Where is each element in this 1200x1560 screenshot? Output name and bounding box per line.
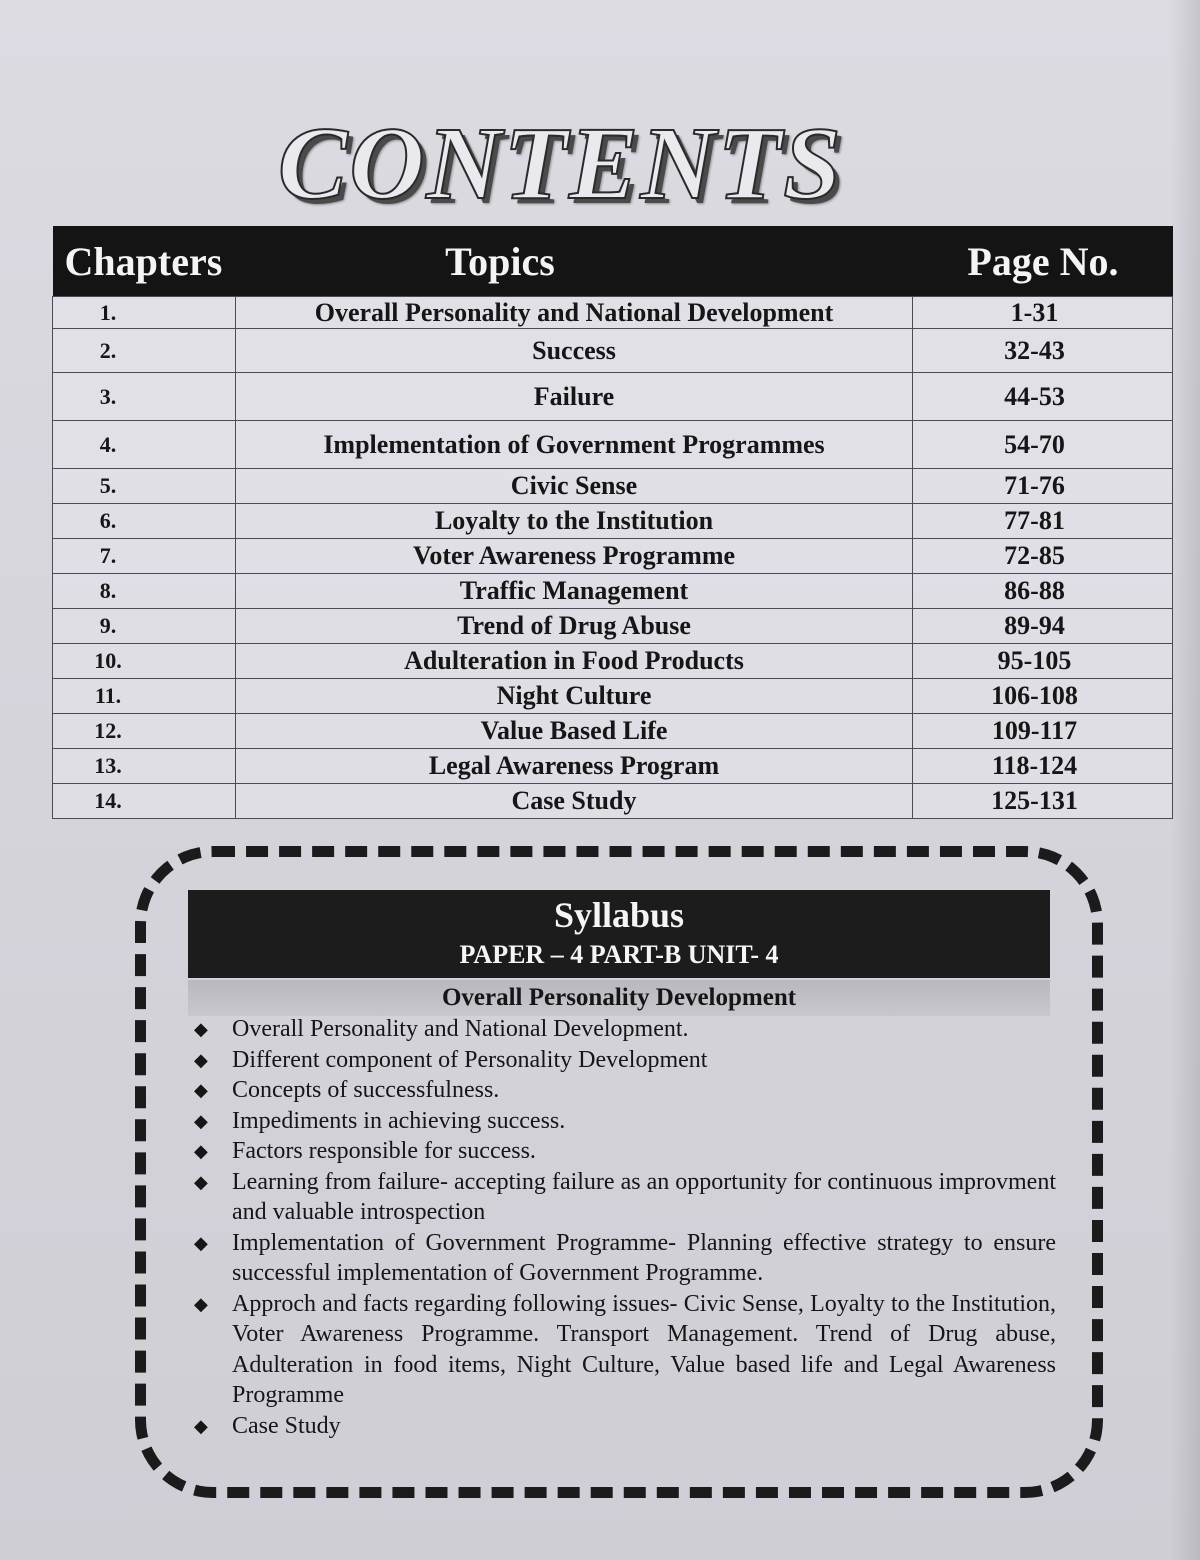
table-row [53, 329, 1173, 373]
table-row [53, 784, 1173, 819]
syllabus-item [190, 1075, 1056, 1106]
chapter-page-range: 77-81 [913, 504, 1173, 539]
syllabus-header [188, 890, 1050, 978]
chapter-number: 3. [53, 373, 236, 421]
chapter-number: 10. [53, 644, 236, 679]
table-row [53, 469, 1173, 504]
syllabus-item [190, 1045, 1056, 1076]
syllabus-subtitle: Overall Personality Development [188, 980, 1050, 1016]
syllabus-item [190, 1014, 1056, 1045]
chapter-topic: Trend of Drug Abuse [236, 609, 913, 644]
table-row [53, 574, 1173, 609]
chapter-topic: Night Culture [236, 679, 913, 714]
chapter-number: 12. [53, 714, 236, 749]
table-row [53, 714, 1173, 749]
chapter-number: 8. [53, 574, 236, 609]
diamond-bullet-icon: ◆ [194, 1232, 208, 1253]
chapter-topic: Value Based Life [236, 714, 913, 749]
chapter-topic: Case Study [236, 784, 913, 819]
chapter-topic: Legal Awareness Program [236, 749, 913, 784]
chapter-number: 9. [53, 609, 236, 644]
syllabus-list [190, 1014, 1056, 1441]
diamond-bullet-icon: ◆ [194, 1141, 208, 1161]
diamond-bullet-icon: ◆ [194, 1293, 208, 1314]
chapter-number: 5. [53, 469, 236, 504]
chapter-number: 7. [53, 539, 236, 574]
table-row [53, 297, 1173, 329]
syllabus-item [190, 1167, 1056, 1228]
table-row [53, 504, 1173, 539]
diamond-bullet-icon: ◆ [194, 1049, 208, 1070]
table-row [53, 609, 1173, 644]
chapter-page-range: 32-43 [913, 329, 1173, 373]
chapter-page-range: 72-85 [913, 539, 1173, 574]
table-row [53, 749, 1173, 784]
chapter-topic: Failure [236, 373, 913, 421]
chapter-topic: Overall Personality and National Development [236, 297, 913, 329]
syllabus-item-text: Different component of Personality Development [232, 1046, 708, 1073]
syllabus-item [190, 1228, 1056, 1289]
chapter-number: 4. [53, 421, 236, 469]
chapter-page-range: 86-88 [913, 574, 1173, 609]
chapter-page-range: 89-94 [913, 609, 1173, 644]
chapter-page-range: 125-131 [913, 784, 1173, 819]
syllabus-item-text: Impediments in achieving success. [232, 1107, 566, 1134]
chapter-page-range: 71-76 [913, 469, 1173, 504]
syllabus-item [190, 1411, 1056, 1442]
diamond-bullet-icon: ◆ [194, 1110, 208, 1131]
chapter-page-range: 106-108 [913, 679, 1173, 714]
syllabus-item [190, 1289, 1056, 1411]
chapter-topic: Traffic Management [236, 574, 913, 609]
syllabus-item-text: Approch and facts regarding following issues- Civic Sense, Loyalty to the Institution, Voter Awareness Programme. Transport Management. Trend of Drug abuse, Adulteration in food items, Night Culture, Value based life and Legal Awareness Programme [232, 1290, 1056, 1408]
chapter-page-range: 118-124 [913, 749, 1173, 784]
syllabus-item [190, 1136, 1056, 1167]
chapter-topic: Success [236, 329, 913, 373]
chapter-number: 6. [53, 504, 236, 539]
table-row [53, 539, 1173, 574]
contents-table-header [53, 226, 1173, 297]
page-title: CONTENTS [278, 106, 843, 221]
chapter-number: 11. [53, 679, 236, 714]
syllabus-item-text: Factors responsible for success. [232, 1138, 536, 1164]
table-row [53, 679, 1173, 714]
chapter-topic: Implementation of Government Programmes [236, 421, 913, 469]
page-edge-shadow [1170, 0, 1200, 1560]
chapter-number: 14. [53, 784, 236, 819]
syllabus-item-text: Implementation of Government Programme- Planning effective strategy to ensure successful implementation of Government Programme. [232, 1229, 1056, 1286]
contents-table-body [53, 297, 1173, 819]
chapter-topic: Voter Awareness Programme [236, 539, 913, 574]
header-page-no: Page No. [913, 226, 1173, 297]
chapter-topic: Civic Sense [236, 469, 913, 504]
table-row [53, 421, 1173, 469]
chapter-number: 13. [53, 749, 236, 784]
syllabus-item-text: Learning from failure- accepting failure as an opportunity for continuous improvment and valuable introspection [232, 1168, 1056, 1225]
syllabus-item [190, 1106, 1056, 1137]
chapter-topic: Adulteration in Food Products [236, 644, 913, 679]
syllabus-item-text: Case Study [232, 1412, 341, 1439]
syllabus-paper-label: PAPER – 4 PART-B UNIT- 4 [459, 940, 779, 969]
chapter-page-range: 95-105 [913, 644, 1173, 679]
syllabus-item-text: Concepts of successfulness. [232, 1077, 500, 1103]
diamond-bullet-icon: ◆ [194, 1080, 208, 1100]
chapter-page-range: 54-70 [913, 421, 1173, 469]
diamond-bullet-icon: ◆ [194, 1415, 208, 1436]
chapter-topic: Loyalty to the Institution [236, 504, 913, 539]
header-topics: Topics [236, 226, 913, 297]
contents-table [52, 226, 1173, 819]
table-row [53, 644, 1173, 679]
chapter-number: 2. [53, 329, 236, 373]
chapter-page-range: 44-53 [913, 373, 1173, 421]
syllabus-title: Syllabus [553, 895, 685, 935]
chapter-number: 1. [53, 297, 236, 329]
diamond-bullet-icon: ◆ [194, 1019, 208, 1039]
syllabus-item-text: Overall Personality and National Development. [232, 1016, 689, 1042]
diamond-bullet-icon: ◆ [194, 1171, 208, 1192]
chapter-page-range: 109-117 [913, 714, 1173, 749]
chapter-page-range: 1-31 [913, 297, 1173, 329]
header-chapters: Chapters [53, 226, 236, 297]
table-row [53, 373, 1173, 421]
